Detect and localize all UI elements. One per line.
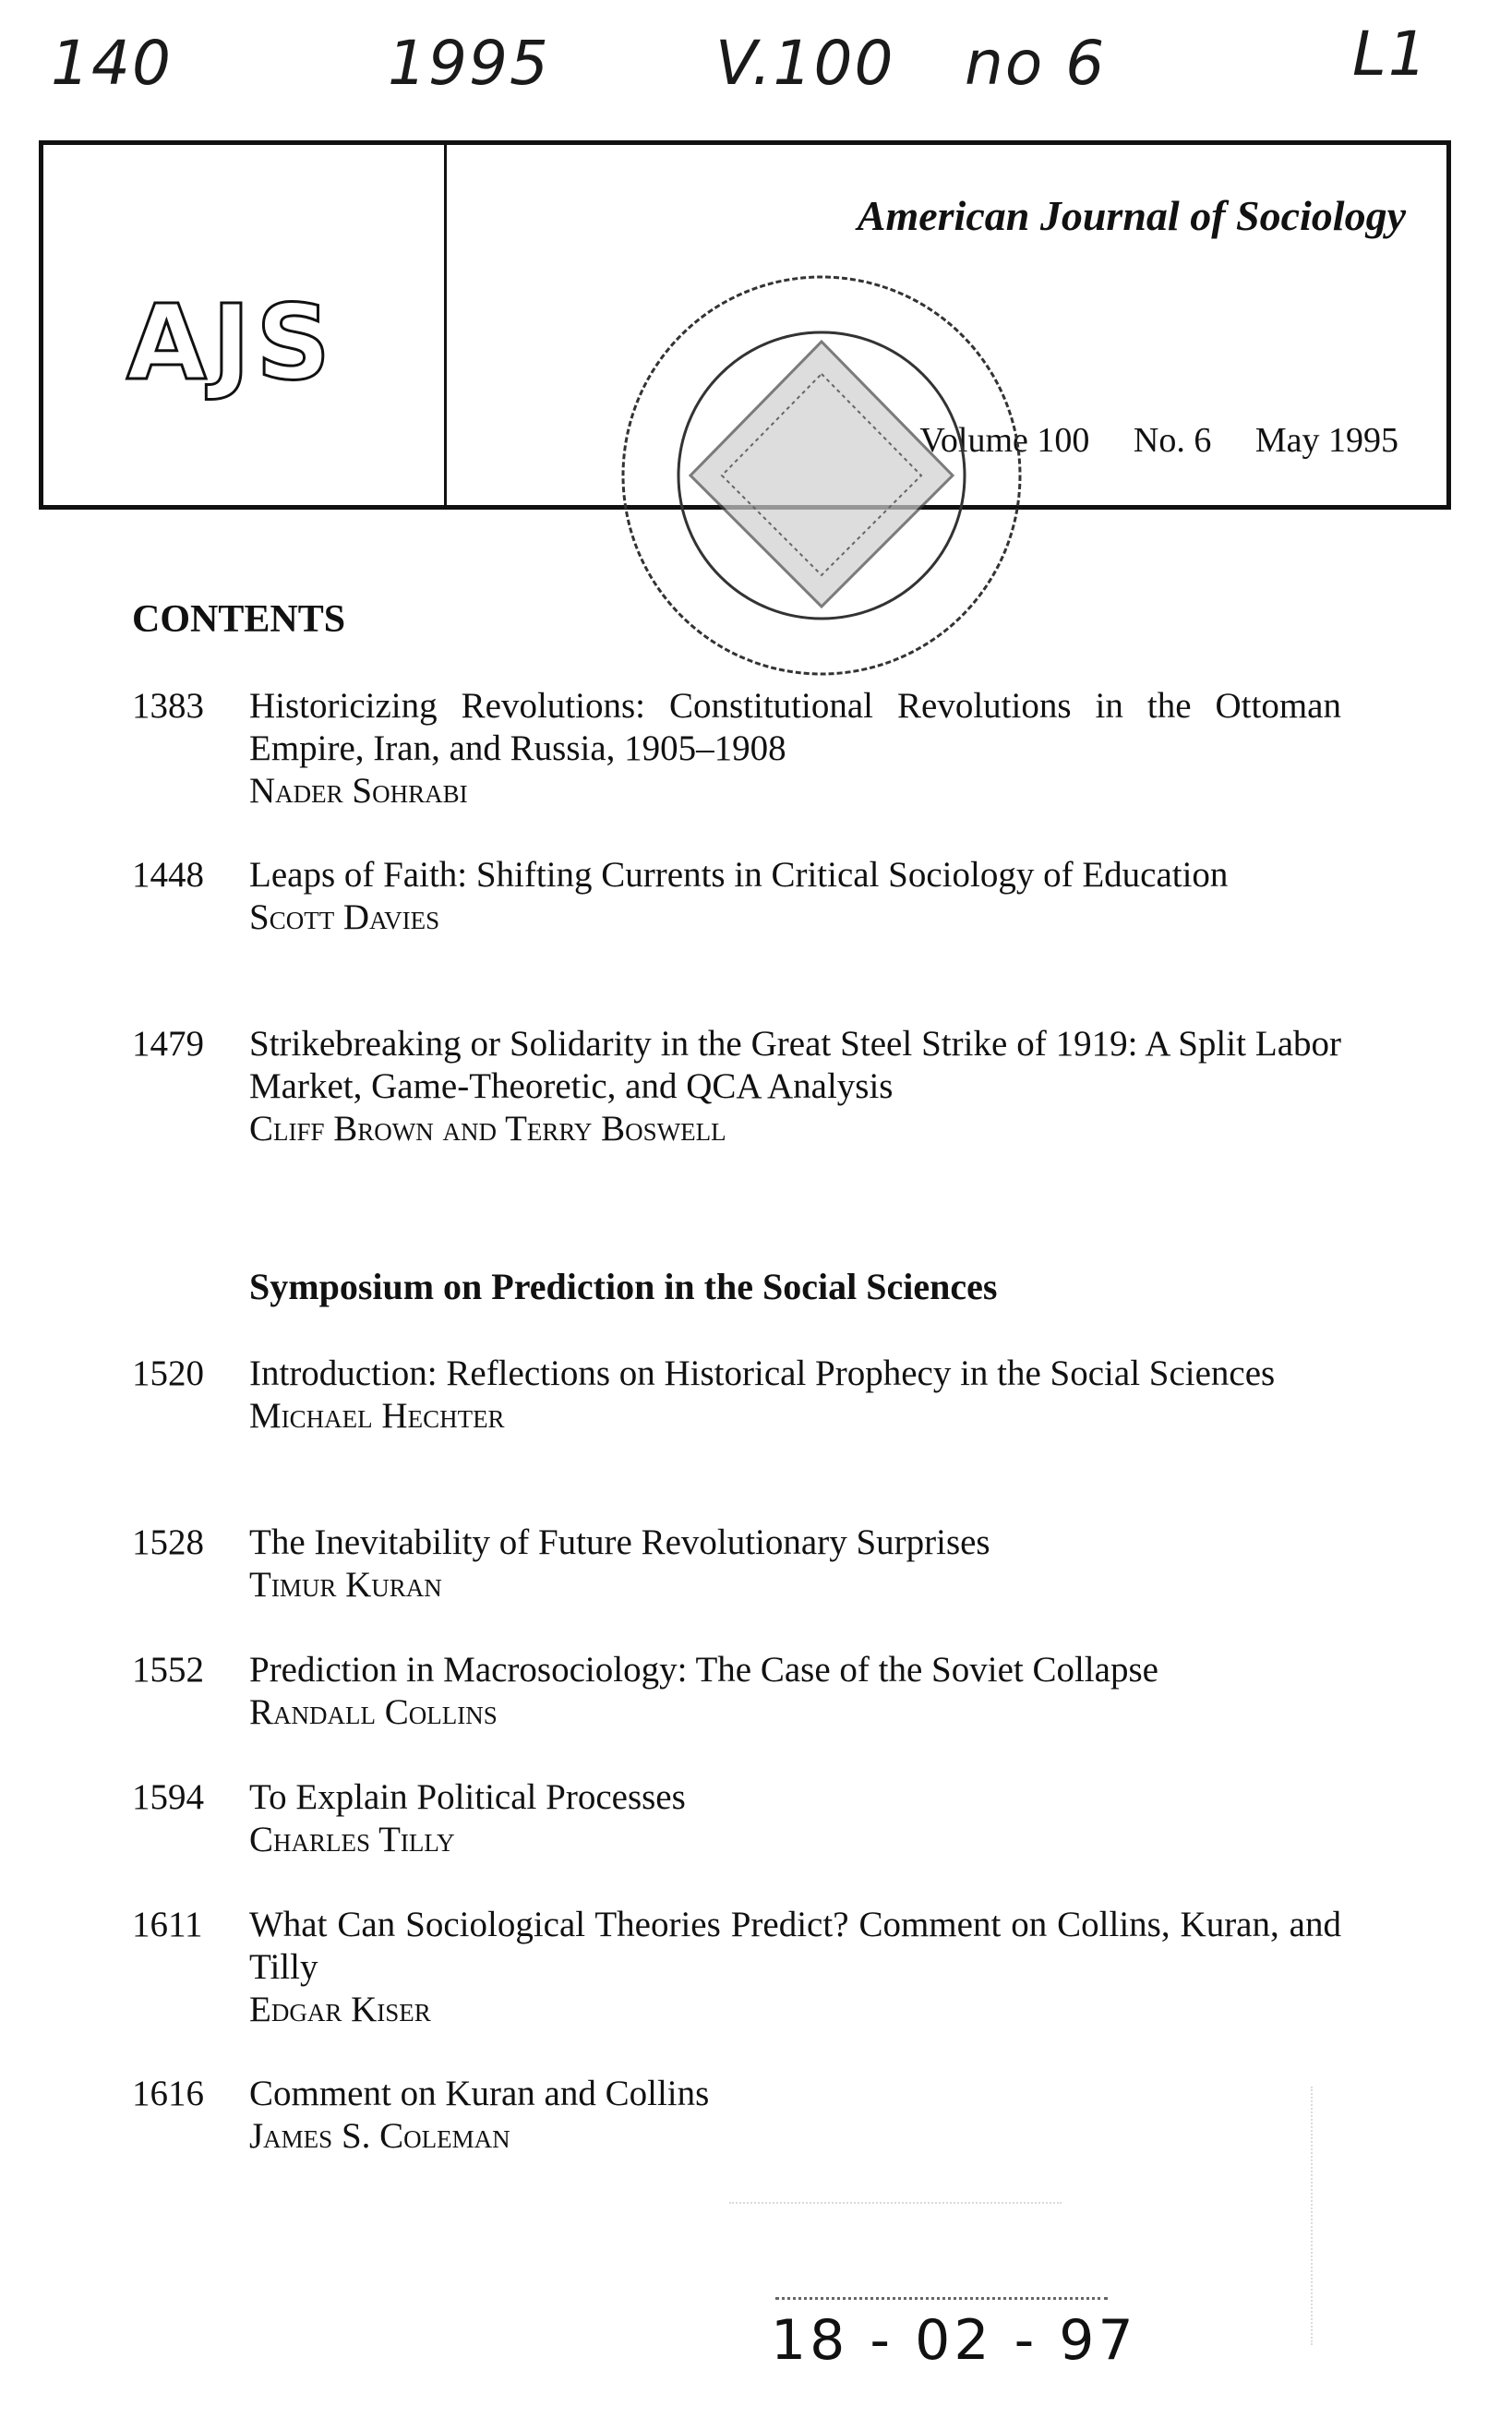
entry-title: Strikebreaking or Solidarity in the Great Steel Strike of 1919: A Split Labor Market, Game-Theoretic, and QCA Analysis <box>249 1024 1341 1106</box>
entry-author: Randall Collins <box>249 1692 498 1732</box>
entry-page: 1479 <box>132 1024 204 1064</box>
entry-author: James S. Coleman <box>249 2116 510 2156</box>
handwritten-issue: no 6 <box>965 28 1107 99</box>
entry-author: Cliff Brown and Terry Boswell <box>249 1109 726 1149</box>
issue-number: No. 6 <box>1133 421 1212 460</box>
entry-title: What Can Sociological Theories Predict? Comment on Collins, Kuran, and Tilly <box>249 1905 1341 1987</box>
faint-marks <box>1311 2087 1460 2345</box>
toc-entry <box>132 854 1341 939</box>
toc-entry <box>132 1353 1341 1438</box>
entry-title: The Inevitability of Future Revolutionary Surprises <box>249 1522 990 1562</box>
toc-entry <box>132 1649 1341 1734</box>
entry-page: 1383 <box>132 686 204 726</box>
issue-date: May 1995 <box>1254 421 1398 460</box>
entry-title: Historicizing Revolutions: Constitutional Revolutions in the Ottoman Empire, Iran, and Russia, 1905–1908 <box>249 686 1341 768</box>
entry-page: 1611 <box>132 1905 203 1944</box>
entry-title: To Explain Political Processes <box>249 1777 686 1817</box>
entry-author: Michael Hechter <box>249 1396 505 1436</box>
entry-page: 1528 <box>132 1522 204 1562</box>
entry-author: Edgar Kiser <box>249 1990 431 2029</box>
toc-entry <box>132 1776 1341 1861</box>
entry-author: Timur Kuran <box>249 1565 442 1605</box>
handwritten-volume: V.100 <box>715 28 895 99</box>
contents-heading: CONTENTS <box>132 598 346 641</box>
entry-page: 1594 <box>132 1777 204 1817</box>
toc-entry <box>132 1904 1341 2031</box>
handwritten-number: 140 <box>51 28 173 99</box>
handwritten-year: 1995 <box>388 28 550 99</box>
entry-page: 1520 <box>132 1353 204 1393</box>
toc-entry <box>132 1522 1341 1606</box>
masthead-divider <box>444 145 447 505</box>
symposium-heading: Symposium on Prediction in the Social Sciences <box>249 1266 998 1307</box>
faint-marks <box>729 2091 1062 2204</box>
entry-page: 1552 <box>132 1650 204 1690</box>
toc-entry <box>132 685 1341 812</box>
journal-title: American Journal of Sociology <box>857 192 1406 239</box>
entry-title: Prediction in Macrosociology: The Case of the Soviet Collapse <box>249 1650 1158 1690</box>
handwritten-corner-mark: L1 <box>1352 18 1429 90</box>
handwritten-date: 18 - 02 - 97 <box>771 2308 1137 2373</box>
entry-author: Nader Sohrabi <box>249 771 468 811</box>
entry-author: Charles Tilly <box>249 1820 455 1859</box>
library-stamp <box>609 263 1034 688</box>
entry-author: Scott Davies <box>249 897 440 937</box>
entry-page: 1616 <box>132 2074 204 2113</box>
entry-page: 1448 <box>132 855 204 895</box>
entry-title: Comment on Kuran and Collins <box>249 2074 710 2113</box>
entry-title: Introduction: Reflections on Historical Prophecy in the Social Sciences <box>249 1353 1276 1393</box>
toc-entry <box>132 1023 1341 1150</box>
ajs-logo: AJS <box>126 283 337 403</box>
date-dotted-line <box>775 2297 1108 2300</box>
entry-title: Leaps of Faith: Shifting Currents in Critical Sociology of Education <box>249 855 1229 895</box>
issue-volume: Volume 100 <box>919 421 1090 460</box>
